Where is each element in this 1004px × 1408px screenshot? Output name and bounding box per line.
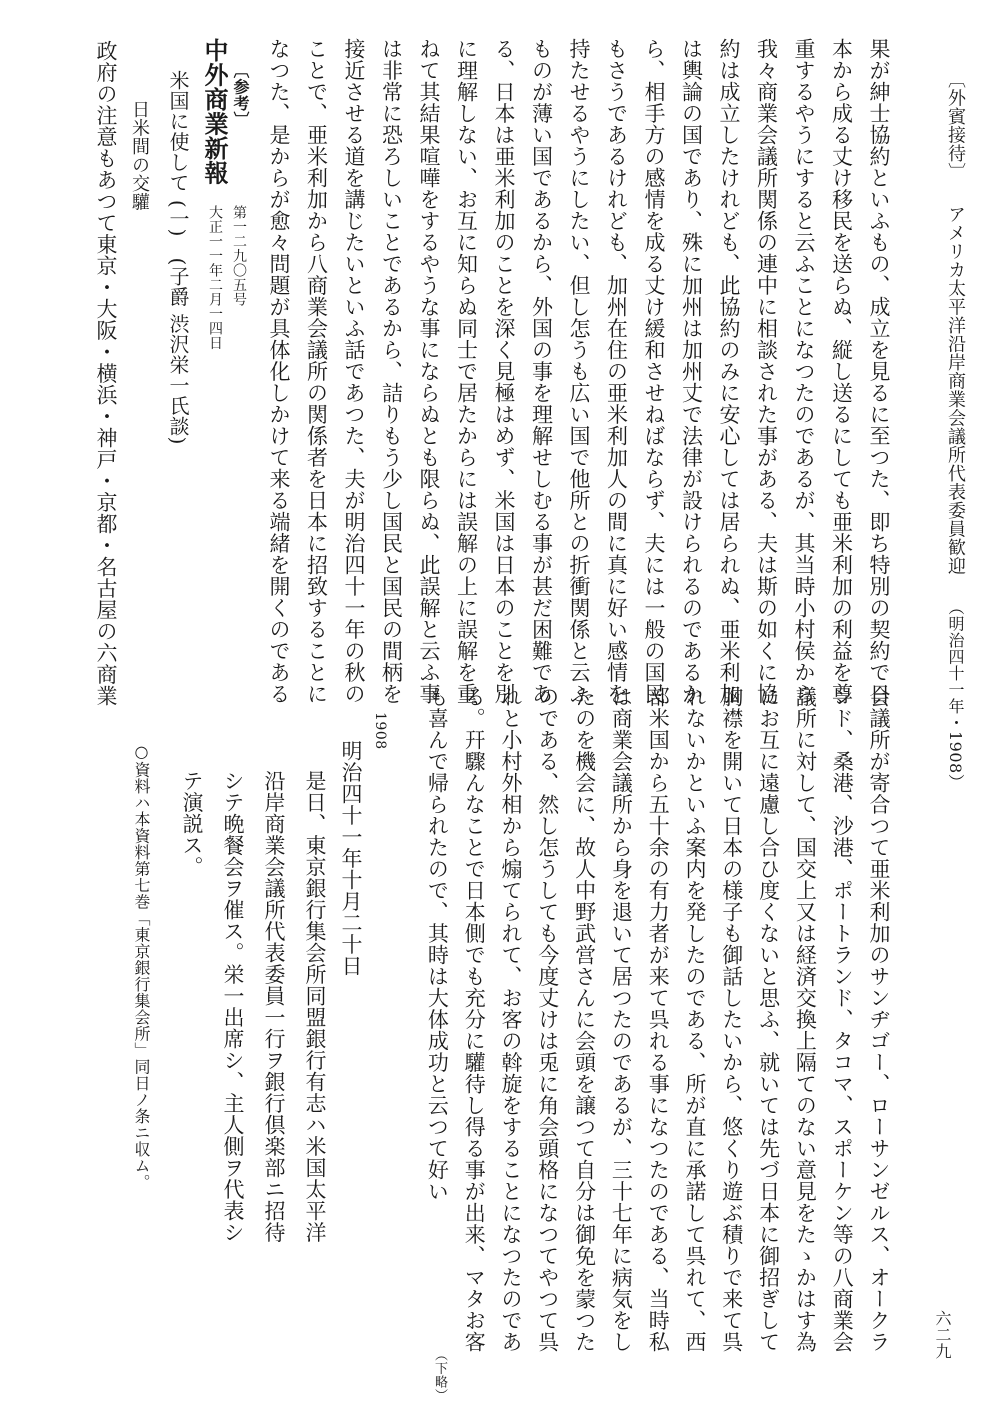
- text-column: のである、然し怎うしても今度丈けは兎に角会頭格になつてやつて呉: [535, 686, 560, 1353]
- text-column: る。幵驟んなことで日本側でも充分に驩待し得る事が出来、マタお客: [462, 686, 487, 1353]
- text-column: 沿岸商業会議所代表委員一行ヲ銀行倶楽部ニ招待: [262, 770, 286, 1243]
- text-column: 約は成立したけれども、此協約のみに安心しては居られぬ、亜米利加: [717, 38, 741, 705]
- source-note: ○資料ハ本資料第七巻「東京銀行集会所」同日ノ条ニ収ム。: [132, 742, 151, 1191]
- text-column: る、日本は亜米利加のことを深く見極はめず、米国は日本のことを別: [492, 38, 516, 705]
- text-column: 持たせるやうにしたい、但し怎うも広い国で他所との折衝関係と云ふ: [567, 38, 591, 705]
- text-column: は輿論の国であり、殊に加州は加州丈で法律が設けられるのであるか: [679, 38, 704, 705]
- text-column: は商業会議所から身を退いて居つたのであるが、三十七年に病気をし: [609, 686, 634, 1353]
- text-column: にお互に遠慮し合ひ度くないと思ふ、就いては先づ日本に御招ぎして: [756, 686, 781, 1353]
- reference-label: 〔参考〕: [231, 62, 250, 128]
- text-column: ものが薄い国であるから、外国の事を理解せしむる事が甚だ困難であ: [529, 38, 554, 705]
- text-column: も喜んで帰られたので、其時は大体成功と云つて好い: [425, 686, 450, 1202]
- text-column: 胸襟を開いて日本の様子も御話したいから、悠くり遊ぶ積りで来て呉: [719, 686, 744, 1353]
- text-column: れないかといふ案内を発したのである、所が直に承諾して呉れて、西: [683, 686, 707, 1353]
- article-title: 米国に使して (一) (子爵 渋沢栄一氏談): [166, 70, 190, 445]
- text-column: れと小村外相から煽てられて、お客の斡旋をすることになつたのであ: [499, 686, 523, 1353]
- event-title: アメリカ太平洋沿岸商業会議所代表委員歓迎: [945, 205, 966, 576]
- text-column: 本から成る丈け移民を送らぬ、縦し送るにしても亜米利加の利益を尊: [829, 38, 854, 705]
- text-column: 接近させる道を講じたいといふ話であつた、夫が明治四十一年の秋の: [342, 38, 366, 705]
- text-column: 果が紳士協約といふもの、成立を見るに至つた、即ち特別の契約で日: [867, 38, 891, 705]
- entry-year: 1908: [372, 712, 388, 750]
- text-column: 部米国から五十余の有力者が来て呉れる事になつたのである、当時私: [646, 686, 671, 1353]
- text-column: もさうであるけれども、加州在住の亜米利加人の間に真に好い感情を: [604, 38, 629, 705]
- text-column: に理解しない、お互に知らぬ同士で居たからには誤解の上に誤解を重: [454, 38, 479, 705]
- page-number: 六二九: [933, 1310, 952, 1360]
- text-column: シテ晩餐会ヲ催ス。栄一出席シ、主人側ヲ代表シ: [221, 770, 245, 1243]
- text-column: ねて其結果喧嘩をするやうな事にならぬとも限らぬ、此誤解と云ふ事: [417, 38, 441, 705]
- entry-date: 明治四十一年十月二十日: [339, 740, 363, 977]
- article-body-line: 政府の注意もあつて東京・大阪・横浜・神戸・京都・名古屋の六商業: [94, 40, 118, 707]
- text-column: は非常に恐ろしいことであるから、詰りもう少し国民と国民の間柄を: [379, 38, 404, 705]
- text-column: たのを機会に、故人中野武営さんに会頭を譲つて自分は御免を蒙つた: [572, 686, 597, 1353]
- text-column: ことで、亜米利加から八商業会議所の関係者を日本に招致することに: [304, 38, 329, 705]
- text-column: なつた、是からが愈々問題が具体化しかけて来る端緒を開くのである: [267, 38, 291, 705]
- text-column: テ演説ス。: [180, 770, 204, 878]
- category-label: 〔外賓接待〕: [945, 70, 966, 181]
- event-date: （明治四十一年・1908）: [946, 599, 965, 791]
- issue-date: 大正一一年二月一四日: [207, 205, 223, 350]
- newspaper-title: 中外商業新報: [200, 38, 229, 185]
- text-column: ら、相手方の感情を成る丈け緩和させねばならず、夫には一般の国民: [642, 38, 666, 705]
- text-column: 我々商業会議所関係の連中に相談された事がある、夫は斯の如くに協: [754, 38, 779, 705]
- text-column: 是日、東京銀行集会所同盟銀行有志ハ米国太平洋: [303, 770, 327, 1243]
- issue-number: 第一二九〇五号: [231, 205, 247, 307]
- article-subheading: 日米間の交驩: [129, 100, 150, 211]
- text-column: 会議所が寄合つて亜米利加のサンヂゴー、ローサンゼルス、オークラ: [867, 686, 891, 1353]
- text-column: 重するやうにすると云ふことになつたのであるが、其当時小村侯から: [792, 38, 816, 705]
- text-column: ンド、桑港、沙港、ポートランド、タコマ、スポーケン等の八商業会: [830, 686, 855, 1353]
- text-column: 議所に対して、国交上又は経済交換上隔てのない意見をたゝかはす為: [793, 686, 818, 1353]
- omission-mark: （下略）: [432, 1348, 447, 1402]
